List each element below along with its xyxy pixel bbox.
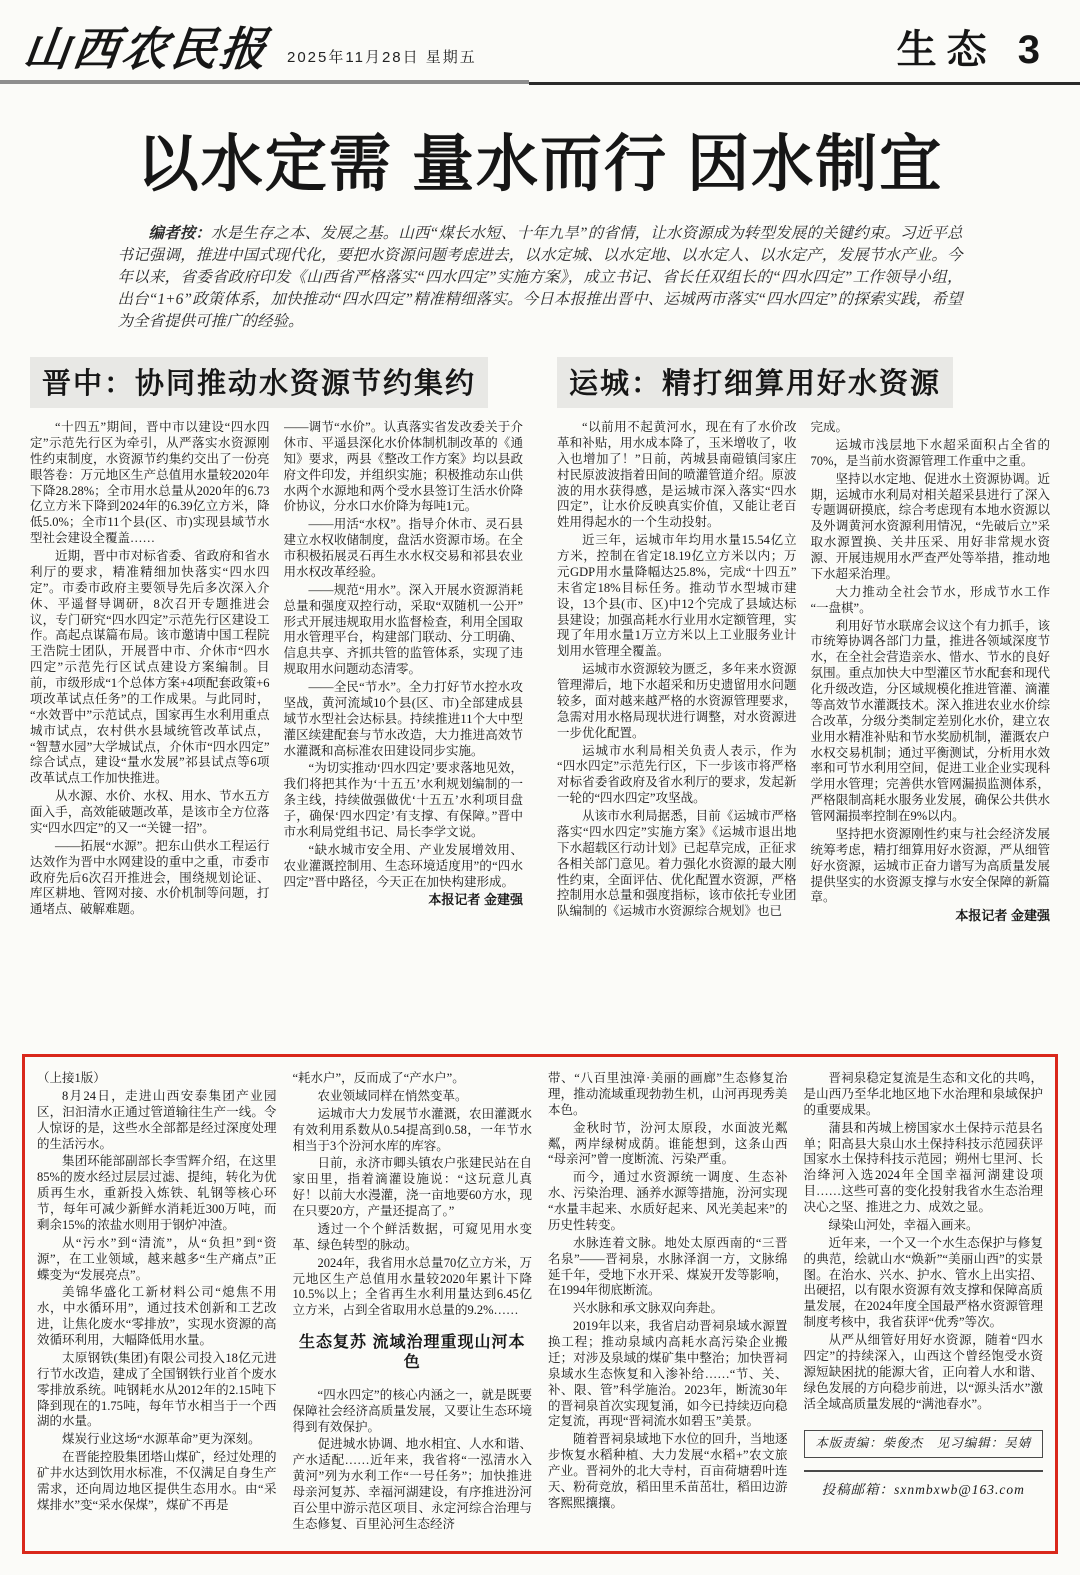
article-jinzhong [30, 357, 523, 1034]
paragraph: “耗水户”，反而成了“产水户”。 [292, 1071, 465, 1085]
paragraph: 从“污水”到“清流”，从“负担”到“资源”，在工业领域，越来越多“生产痛点”正蝶变为“发展亮点”。 [37, 1235, 277, 1282]
column-paragraphs [293, 1071, 533, 1319]
column-paragraphs [37, 1089, 277, 1514]
subheading-ecology: 生态复苏 流域治理重现山河本色 [299, 1334, 526, 1372]
paragraph: 兴水脉和承文脉双向奔赴。 [573, 1301, 724, 1316]
paragraph: 2019年以来，我省启动晋祠泉域水源置换工程；推动泉域内高耗水高污染企业搬迁；对涉及泉域的煤矿集中整治；加快晋祠泉域水生态恢复和入渗补给……“节、关、补、限、管”科学施治。2023年，断流30年的晋祠泉首次实现复涌，如今已持续迈向稳定复流，再现“晋祠流水如碧玉”美景。 [548, 1319, 788, 1429]
text-column [811, 420, 1051, 1034]
paragraph: 坚持把水资源刚性约束与社会经济发展统筹考虑，精打细算用好水资源，严从细管好水资源，运城市正奋力谱写为高质量发展提供坚实的水资源支撑与水安全保障的新篇章。 [810, 826, 1050, 905]
paragraph: 大力推动全社会节水，形成节水工作“一盘棋”。 [810, 584, 1050, 615]
article-title-text: 晋中：协同推动水资源节约集约 [30, 357, 488, 408]
paragraph: 运城市水资源较为匮乏，多年来水资源管理滞后，地下水超采和历史遗留用水问题较多，面对越来越严格的水资源管理要求，急需对用水格局现状进行调整，对水资源进一步优化配置。 [557, 662, 797, 740]
paragraph: 完成。 [810, 420, 849, 434]
paragraph: 金秋时节，汾河太原段，水面波光粼粼，两岸绿树成荫。谁能想到，这条山西“母亲河”曾一度断流、污染严重。 [548, 1120, 788, 1167]
text-column [548, 1071, 788, 1541]
text-column [293, 1071, 533, 1541]
text-column [37, 1071, 277, 1541]
column-paragraphs [804, 1071, 1044, 1412]
continued-story-box [22, 1054, 1058, 1554]
paragraph: 近期，晋中市对标省委、省政府和省水利厅的要求，精准精细加快落实“四水四定”。市委市政府主要领导先后多次深入介休、平遥督导调研，8次召开专题推进会议，专门研究“四水四定”示范先行区建设工作。高起点谋篇布局。该市邀请中国工程院王浩院士团队，开展晋中市、介休市“四水四定”示范先行区试点建设方案编制。目前，市级形成“1个总体方案+4项配套政策+6项改革试点任务”的工作成果。与此同时，“水效晋中”示范试点，国家再生水利用重点城市试点，农村供水县域统管改革试点，“智慧水园”大学城试点，介休市“四水四定”综合试点，建设“量水发展”祁县试点等6项改革试点工作加快推进。 [30, 549, 270, 786]
paragraph: 近年来，一个又一个水生态保护与修复的典范，绘就山水“焕新”“美丽山西”的实景图。在治水、兴水、护水、管水上出实招、出硬招，以有限水资源有效支撑和保障高质量发展，在2024年度全国最严格水资源管理制度考核中，我省获评“优秀”等次。 [803, 1235, 1043, 1330]
paragraph: “十四五”期间，晋中市以建设“四水四定”示范先行区为牵引，从严落实水资源刚性约束制度，水资源节约集约交出了一份亮眼答卷：万元地区生产总值用水量较2020年下降28.28%；全市用水总量从2020年的6.73亿立方米下降到2024年的6.39亿立方米，降低5.0%；全市11个县(区、市)实现县域节水型社会建设全覆盖…… [30, 420, 270, 546]
column-paragraphs [293, 1388, 533, 1533]
paragraph: 透过一个个鲜活数据，可窥见用水变革、绿色转型的脉动。 [292, 1221, 532, 1252]
page-editors-box: 本版责编：柴俊杰 见习编辑：吴婧 [804, 1430, 1044, 1458]
text-column [284, 420, 524, 1034]
header-rule [0, 80, 1080, 86]
paragraph: 集团环能部副部长李雪辉介绍，在这里85%的废水经过层层过滤、提纯，转化为优质再生水，重新投入炼铁、轧钢等核心环节，每年可减少新鲜水消耗近300万吨，而剩余15%的浓盐水则用于钢炉冲渣。 [37, 1154, 277, 1232]
paragraph: 晋祠泉稳定复流是生态和文化的共鸣，是山西乃至华北地区地下水治理和泉域保护的重要成果。 [803, 1071, 1043, 1117]
masthead [0, 0, 1080, 80]
paragraph: 从严从细管好用好水资源，随着“四水四定”的持续深入，山西这个曾经饱受水资源短缺困扰的能源大省，正向着人水和谐、绿色发展的方向稳步前进，以“源头活水”激活全域高质量发展的“满池春水”。 [803, 1333, 1043, 1411]
paragraph: 运城市浅层地下水超采面积占全省的70%，是当前水资源管理工作重中之重。 [810, 437, 1050, 468]
article-title-yuncheng [557, 357, 1050, 408]
paragraph: 水脉连着文脉。地处太原西南的“三晋名泉”——晋祠泉，水脉泽润一方，文脉绵延千年，受地下水开采、煤炭开发等影响，在1994年彻底断流。 [548, 1235, 788, 1298]
paragraph: 日前，永济市卿头镇农户张建民站在自家田里，指着滴灌设施说：“这玩意儿真好！以前大水漫灌，浇一亩地要60方水，现在只要20方，产量还提高了。” [292, 1156, 532, 1218]
paragraph: “缺水城市安全用、产业发展增效用、农业灌溉控制用、生态环境适度用”的“四水四定”晋中路径，今天正在加快构建形成。 [283, 842, 523, 889]
header-rule-left [0, 80, 529, 84]
text-column [557, 420, 797, 1034]
paragraph: ——用活“水权”。指导介休市、灵石县建立水权收储制度，盘活水资源市场。在全市积极拓展灵石再生水水权交易和祁县农业用水权改革经验。 [283, 517, 523, 579]
paragraph: ——调节“水价”。认真落实省发改委关于介休市、平遥县深化水价体制机制改革的《通知》要求，两县《整改工作方案》均以县政府文件印发，并组织实施；积极推动东山供水两个水源地和两个受水县签订生活水价降价协议，分水口水价降为每吨1元。 [283, 420, 523, 514]
paragraph: 坚持以水定地、促进水土资源协调。近期，运城市水利局对相关超采县进行了深入专题调研摸底，综合考虑现有本地水资源以及外调黄河水资源利用情况，“先破后立”采取水源置换、关井压采、用好非常规水资源、开展违规用水严查严处等举措，推动地下水超采治理。 [810, 471, 1050, 581]
article-title-text: 运城：精打细算用好水资源 [557, 357, 953, 408]
paragraph: 太原钢铁(集团)有限公司投入18亿元进行节水改造，建成了全国钢铁行业首个废水零排放系统。吨钢耗水从2012年的2.15吨下降到现在的1.75吨，每年节水相当于一个西湖的水量。 [37, 1350, 277, 1429]
editor-note-label: 编者按： [148, 225, 211, 242]
paragraph: 绿染山河处，幸福入画来。 [828, 1217, 979, 1232]
article-yuncheng [557, 357, 1050, 1034]
paragraph: “以前用不起黄河水，现在有了水价改革和补贴，用水成本降了，玉米增收了，收入也增加了！”日前，芮城县南磑镇闫家庄村民原波波指着田间的喷灌管道介绍。原波波的用水获得感，是运城市深入落实“四水四定”，让水价反映真实价值，又能让老百姓用得起水的一个生动投射。 [557, 420, 797, 530]
articles-row [30, 357, 1050, 1034]
paragraph: 蒲县和芮城上榜国家水土保持示范县名单；阳高县大泉山水土保持科技示范园获评国家水土保持科技示范园；朔州七里河、长治绛河入选2024年全国幸福河湖建设项目……这些可喜的变化投射我省水生态治理决心之坚、推进之力、成效之显。 [803, 1120, 1043, 1214]
submission-email: 投稿邮箱：sxnmbxwb@163.com [804, 1470, 1044, 1498]
paragraph: ——规范“用水”。深入开展水资源消耗总量和强度双控行动，采取“双随机一公开”形式开展违规取用水监督检查，利用全国取用水管理平台，构建部门联动、分工明确、信息共享、齐抓共管的监管体系，实现了违规取用水问题动态清零。 [283, 582, 523, 677]
paragraph: 带、“八百里浊漳·美丽的画廊”生态修复治理，推动流域重现勃勃生机，山河再现秀美本色。 [548, 1071, 788, 1117]
jump-from-page1-label: （上接1版） [37, 1071, 106, 1085]
text-column [804, 1071, 1044, 1541]
paragraph: “为切实推动‘四水四定’要求落地见效，我们将把其作为‘十五五’水利规划编制的一条主线，持续做强做优‘十五五’水利项目盘子，确保‘四水四定’有支撑、有保障。”晋中市水利局党组书记、局长李学文说。 [283, 761, 523, 839]
paragraph: ——全民“节水”。全力打好节水控水攻坚战，黄河流域10个县(区、市)全部建成县域节水型社会达标县。持续推进11个大中型灌区续建配套与节水改造，大力推进高效节水灌溉和高标准农田建设同步实施。 [283, 680, 523, 758]
paragraph: 随着晋祠泉域地下水位的回升，当地逐步恢复水稻种植、大力发展“水稻+”农文旅产业。晋祠外的北大寺村，百亩荷塘碧叶连天、粉荷竞放，稻田里禾苗茁壮，稻田边游客熙熙攘攘。 [548, 1432, 788, 1510]
newspaper-logo: 山西农民报 [20, 22, 273, 76]
column-paragraphs [284, 420, 524, 890]
page-headline: 以水定需 量水而行 因水制宜 [136, 130, 944, 199]
paragraph: 2024年，我省用水总量70亿立方米，万元地区生产总值用水量较2020年累计下降10.5%以上；全省再生水利用量达到6.45亿立方米，占到全省取用水总量的9.2%…… [292, 1255, 532, 1318]
text-column [30, 420, 270, 1034]
paragraph: “四水四定”的核心内涵之一，就是既要保障社会经济高质量发展，又要让生态环境得到有效保护。 [292, 1387, 532, 1434]
paragraph: 促进城水协调、地水相宜、人水和谐、产水适配……近年来，我省将“一泓清水入黄河”列为水利工作“一号任务”；加快推进母亲河复苏、幸福河湖建设，有序推进汾河百公里中游示范区项目、永定河综合治理与生态修复、百里沁河生态经济 [292, 1437, 532, 1531]
masthead-date: 2025年11月28日 星期五 [287, 49, 477, 66]
paragraph: 煤炭行业这场“水源革命”更为深刻。 [62, 1432, 261, 1447]
column-paragraphs [811, 420, 1051, 906]
article-columns [30, 420, 523, 1034]
paragraph: 农业领域同样在悄然变革。 [317, 1088, 468, 1103]
continued-columns [37, 1071, 1043, 1541]
paragraph: 运城市水利局相关负责人表示，作为“四水四定”示范先行区，下一步该市将严格对标省委省政府及省水利厅的要求，发起新一轮的“四水四定”攻坚战。 [557, 743, 797, 806]
paragraph: 近三年，运城市年均用水量15.54亿立方米，控制在省定18.19亿立方米以内；万元GDP用水量降幅达25.8%，完成“十四五”末省定18%目标任务。推动节水型城市建设，13个县(市、区)中12个完成了县域达标县建设；加强高耗水行业用水定额管理，实现了年用水量1万立方米以上工业服务业计划用水管理全覆盖。 [557, 533, 797, 659]
column-paragraphs [548, 1071, 788, 1512]
editor-note [118, 223, 963, 333]
section-page-label: 生态 3 [896, 28, 1050, 72]
paragraph: 从水源、水价、水权、用水、节水五方面入手，高效能破题改革，是该市全方位落实“四水四定”的又一“关键一招”。 [30, 789, 270, 835]
header-rule-right [529, 82, 1080, 85]
editor-note-text: 水是生存之本、发展之基。山西“煤长水短、十年九旱”的省情，让水资源成为转型发展的关键约束。习近平总书记强调，推进中国式现代化，要把水资源问题考虑进去，以水定城、以水定地、以水定人、以水定产，发展节水产业。今年以来，省委省政府印发《山西省严格落实“四水四定”实施方案》，成立书记、省长任双组长的“四水四定”工作领导小组，出台“1+6”政策体系，加快推动“四水四定”精准精细落实。今日本报推出晋中、运城两市落实“四水四定”的探索实践，希望为全省提供可推广的经验。 [117, 225, 963, 330]
article-title-jinzhong [30, 357, 523, 408]
paragraph: 运城市大力发展节水灌溉，农田灌溉水有效利用系数从0.54提高到0.58，一年节水相当于3个汾河水库的库容。 [292, 1106, 532, 1153]
paragraph: 8月24日，走进山西安泰集团产业园区，汩汩清水正通过管道输往生产一线。令人惊讶的是，这些水全部都是经过深度处理的生活污水。 [37, 1088, 277, 1151]
paragraph: ——拓展“水源”。把东山供水工程运行达效作为晋中水网建设的重中之重，市委市政府先后6次召开推进会，围绕规划论证、库区耕地、管网对接、水价机制等问题，打通堵点、破解难题。 [30, 838, 270, 917]
byline: 本报记者 金建强 [428, 892, 523, 908]
article-columns [557, 420, 1050, 1034]
paragraph: 从该市水利局据悉，目前《运城市严格落实“四水四定”实施方案》《运城市退出地下水超载区行动计划》已起草完成，正征求各相关部门意见。着力强化水资源的最大刚性约束，全面评估、优化配置水资源，严格控制用水总量和强度指标，该市依托专业团队编制的《运城市水资源综合规划》也已 [557, 809, 797, 919]
paragraph: 利用好节水联席会议这个有力抓手，该市统筹协调各部门力量，推进各领域深度节水，在全社会营造亲水、惜水、节水的良好氛围。重点加快大中型灌区节水配套和现代化升级改造，分区域规模化推进管灌、滴灌等高效节水灌溉技术。深入推进农业水价综合改革，分级分类制定差别化水价，建立农业用水精准补贴和节水奖励机制，灌溉农户水权交易机制；通过平衡测试，分析用水效率和可节水利用空间，促进工业企业实现科学用水管理；完善供水管网漏损监测体系，严格限制高耗水服务业发展，确保公共供水管网漏损率控制在9%以内。 [810, 618, 1050, 823]
paragraph: 而今，通过水资源统一调度、生态补水、污染治理、涵养水源等措施，汾河实现“水量丰起来、水质好起来、风光美起来”的历史性转变。 [548, 1170, 788, 1232]
paragraph: 在晋能控股集团塔山煤矿，经过处理的矿井水达到饮用水标准，不仅满足自身生产需求，还向周边地区提供生态用水。由“采煤排水”变“采水保煤”，煤矿不再是 [37, 1450, 277, 1512]
editor-note-paragraph [118, 223, 963, 333]
byline: 本报记者 金建强 [955, 908, 1050, 924]
paragraph: 美锦华盛化工新材料公司“熄焦不用水，中水循环用”，通过技术创新和工艺改进，让焦化废水“零排放”，实现水资源的高效循环利用，大幅降低用水量。 [37, 1285, 277, 1347]
